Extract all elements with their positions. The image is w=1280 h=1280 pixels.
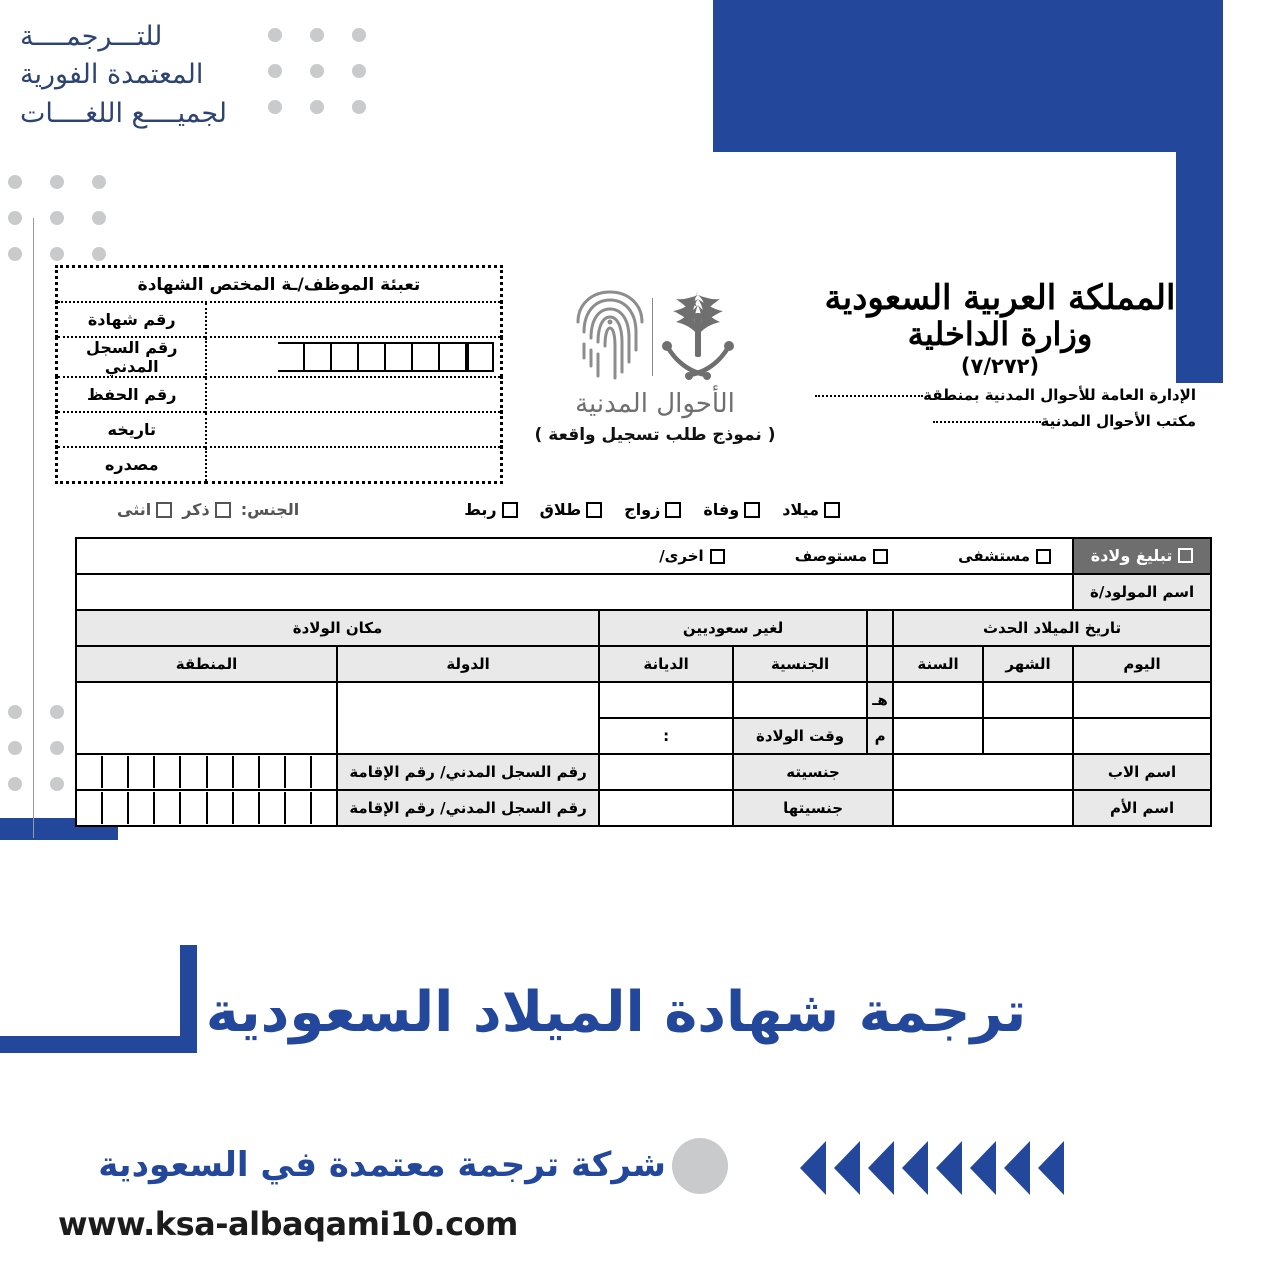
decorative-circle (672, 1138, 728, 1194)
fingerprint-icon (574, 288, 646, 386)
digit-box[interactable] (206, 756, 232, 788)
form-code: (٧/٢٧٢) (960, 353, 1040, 378)
group-header-birth-place: مكان الولادة (76, 610, 599, 646)
checkbox-icon[interactable] (710, 549, 725, 564)
father-id-label: رقم السجل المدني/ رقم الإقامة (337, 754, 599, 790)
footer-company-text: شركة ترجمة معتمدة في السعودية (98, 1145, 666, 1185)
directorate-line (790, 386, 1210, 404)
dot (8, 741, 22, 755)
checkbox-label: طلاق (539, 500, 582, 519)
footer-website-url[interactable]: www.ksa-albaqami10.com (58, 1205, 518, 1243)
chevron-decoration (800, 1141, 1064, 1195)
dot (8, 247, 22, 261)
mother-nationality-label: جنسيتها (733, 790, 893, 826)
officer-table-title: تعبئة الموظف/ـة المختص الشهادة (57, 267, 502, 303)
mother-nationality-value[interactable] (599, 790, 733, 826)
checkbox-icon[interactable] (586, 502, 602, 518)
birth-time-label: وقت الولادة (733, 718, 867, 754)
mother-name-value[interactable] (893, 790, 1073, 826)
table-row (57, 377, 502, 412)
dot (310, 64, 324, 78)
checkbox-label: زواج (624, 500, 661, 519)
tagline-line-3: لجميــــع اللغــــات (20, 97, 227, 129)
digit-box-group (77, 756, 336, 788)
gender-group (117, 500, 299, 519)
date-value[interactable] (206, 412, 501, 447)
digit-box[interactable] (127, 792, 153, 824)
chevron-left-icon (970, 1141, 996, 1195)
digit-box[interactable] (359, 342, 386, 372)
dot (8, 175, 22, 189)
dot (92, 247, 106, 261)
dot (310, 28, 324, 42)
tagline-line-2: المعتمدة الفورية (20, 59, 204, 91)
checkbox-icon[interactable] (744, 502, 760, 518)
chevron-left-icon (1038, 1141, 1064, 1195)
dot (310, 100, 324, 114)
year-value-gregorian[interactable] (893, 718, 983, 754)
logo-title: الأحوال المدنية (575, 389, 735, 419)
logo-marks (530, 287, 780, 387)
checkbox-icon[interactable] (665, 502, 681, 518)
checkbox-label: مستشفى (958, 547, 1031, 565)
table-row (76, 790, 1211, 826)
digit-box[interactable] (440, 342, 467, 372)
digit-box[interactable] (284, 792, 310, 824)
dot (8, 705, 22, 719)
digit-box[interactable] (258, 792, 284, 824)
calendar-marker-gregorian: م (867, 718, 893, 754)
officer-table (55, 265, 503, 484)
dot (92, 211, 106, 225)
calendar-marker-hijri: هـ (867, 682, 893, 718)
chevron-left-icon (1004, 1141, 1030, 1195)
digit-box-group (77, 792, 336, 824)
chevron-left-icon (868, 1141, 894, 1195)
civil-affairs-logo (530, 287, 780, 445)
digit-box[interactable] (179, 792, 205, 824)
birth-notice-checkbox[interactable] (1091, 546, 1194, 565)
office-label: مكتب الأحوال المدنية (1040, 411, 1196, 430)
certificate-number-label: رقم شهادة (57, 302, 207, 337)
religion-value[interactable] (599, 682, 733, 718)
father-nationality-value[interactable] (599, 754, 733, 790)
checkbox-item-birth[interactable] (782, 500, 840, 519)
digit-box[interactable] (232, 756, 258, 788)
chevron-left-icon (936, 1141, 962, 1195)
archive-number-value[interactable] (206, 377, 501, 412)
dot (352, 28, 366, 42)
birth-notice-header (1073, 538, 1211, 574)
vertical-rule (33, 218, 34, 838)
civil-id-label: رقم السجل المدني (57, 337, 207, 377)
checkbox-item-death[interactable] (703, 500, 760, 519)
checkbox-item-male[interactable] (182, 500, 230, 519)
dot-grid-top-right (268, 28, 366, 114)
civil-id-digit-boxes[interactable] (206, 337, 501, 377)
father-name-label: اسم الاب (1073, 754, 1211, 790)
checkbox-item-other[interactable] (659, 547, 725, 565)
gender-label: الجنس: (240, 500, 300, 519)
digit-box[interactable] (305, 342, 332, 372)
column-header-spacer (867, 646, 893, 682)
table-row (76, 538, 1211, 574)
month-value-hijri[interactable] (983, 682, 1073, 718)
mother-name-label: اسم الأم (1073, 790, 1211, 826)
chevron-left-icon (800, 1141, 826, 1195)
group-header-spacer (867, 610, 893, 646)
checkbox-icon[interactable] (156, 502, 172, 518)
digit-box[interactable] (232, 792, 258, 824)
checkbox-label: اخرى/ (659, 547, 704, 565)
blue-top-block (713, 0, 1223, 152)
logo-divider (652, 298, 653, 376)
certificate-number-value[interactable] (206, 302, 501, 337)
checkbox-item-marriage[interactable] (624, 500, 681, 519)
digit-box[interactable] (284, 756, 310, 788)
directorate-blank[interactable] (815, 395, 923, 397)
checkbox-label: ميلاد (782, 500, 819, 519)
kingdom-name: المملكة العربية السعودية (824, 278, 1176, 318)
source-label: مصدره (57, 447, 207, 483)
checkbox-icon[interactable] (873, 549, 888, 564)
column-header-religion: الديانة (599, 646, 733, 682)
table-row (76, 754, 1211, 790)
birth-notice-label: تبليغ ولادة (1090, 545, 1173, 565)
checkbox-label: انثى (117, 500, 152, 519)
source-value[interactable] (206, 447, 501, 483)
digit-box[interactable] (101, 792, 127, 824)
checkbox-icon[interactable] (502, 502, 518, 518)
brand-tagline (20, 18, 250, 133)
chevron-left-icon (902, 1141, 928, 1195)
checkbox-item-clinic[interactable] (795, 547, 888, 565)
digit-box[interactable] (332, 342, 359, 372)
group-header-non-saudi: لغير سعوديين (599, 610, 867, 646)
digit-box[interactable] (77, 756, 101, 788)
digit-box[interactable] (310, 756, 336, 788)
directorate-label: الإدارة العامة للأحوال المدنية بمنطقة (923, 385, 1196, 404)
ministry-name: وزارة الداخلية (907, 315, 1093, 354)
chevron-left-icon (834, 1141, 860, 1195)
dot (8, 211, 22, 225)
checkbox-label: مستوصف (794, 547, 868, 565)
digit-box[interactable] (258, 756, 284, 788)
dot (92, 175, 106, 189)
column-header-month: الشهر (983, 646, 1073, 682)
newborn-name-value[interactable] (76, 574, 1073, 610)
office-line (790, 412, 1210, 430)
dot (268, 64, 282, 78)
table-row (76, 682, 1211, 718)
checkbox-item-female[interactable] (117, 500, 172, 519)
checkbox-item-divorce[interactable] (540, 500, 603, 519)
checkbox-item-hospital[interactable] (958, 547, 1051, 565)
dot (352, 100, 366, 114)
digit-box[interactable] (101, 756, 127, 788)
day-value-gregorian[interactable] (1073, 718, 1211, 754)
digit-box-group (213, 342, 494, 372)
checkbox-label: وفاة (703, 500, 740, 519)
column-header-day: اليوم (1073, 646, 1211, 682)
digit-box[interactable] (153, 792, 179, 824)
checkbox-label: ذكر (182, 500, 210, 519)
table-row (57, 302, 502, 337)
mother-id-digit-boxes[interactable] (76, 790, 337, 826)
office-blank[interactable] (933, 421, 1041, 423)
father-name-value[interactable] (893, 754, 1073, 790)
checkbox-icon[interactable] (1178, 548, 1193, 563)
birth-registration-table (75, 537, 1212, 827)
dot (50, 211, 64, 225)
digit-box[interactable] (310, 792, 336, 824)
mother-id-label: رقم السجل المدني/ رقم الإقامة (337, 790, 599, 826)
nationality-value[interactable] (733, 682, 867, 718)
newborn-name-label: اسم المولود/ة (1073, 574, 1211, 610)
table-row (57, 447, 502, 483)
father-nationality-label: جنسيته (733, 754, 893, 790)
table-row (76, 646, 1211, 682)
digit-box[interactable] (386, 342, 413, 372)
digit-box[interactable] (179, 756, 205, 788)
ministry-header (790, 279, 1210, 430)
logo-subtitle: ( نموذج طلب تسجيل واقعة ) (534, 425, 776, 445)
digit-box[interactable] (467, 342, 494, 372)
column-header-nationality: الجنسية (733, 646, 867, 682)
table-row (76, 574, 1211, 610)
facility-checkbox-cell (76, 538, 1073, 574)
region-value[interactable] (76, 682, 337, 754)
table-row (57, 337, 502, 377)
event-type-row (75, 500, 1185, 530)
certificate-form-scan (55, 265, 1210, 865)
day-value-hijri[interactable] (1073, 682, 1211, 718)
digit-box[interactable] (127, 756, 153, 788)
checkbox-icon[interactable] (824, 502, 840, 518)
table-row (57, 267, 502, 303)
table-row (57, 412, 502, 447)
column-header-year: السنة (893, 646, 983, 682)
digit-box[interactable] (77, 792, 101, 824)
year-value-hijri[interactable] (893, 682, 983, 718)
page-title: ترجمة شهادة الميلاد السعودية (205, 980, 1027, 1045)
date-label: تاريخه (57, 412, 207, 447)
month-value-gregorian[interactable] (983, 718, 1073, 754)
digit-box[interactable] (206, 792, 232, 824)
country-value[interactable] (337, 682, 599, 754)
column-header-country: الدولة (337, 646, 599, 682)
checkbox-label: ربط (464, 500, 497, 519)
father-id-digit-boxes[interactable] (76, 754, 337, 790)
dot (352, 64, 366, 78)
digit-box[interactable] (153, 756, 179, 788)
archive-number-label: رقم الحفظ (57, 377, 207, 412)
dot (50, 175, 64, 189)
dot-grid-left-upper (8, 175, 106, 261)
dot (50, 247, 64, 261)
digit-box[interactable] (413, 342, 440, 372)
dot (268, 100, 282, 114)
event-checkbox-group (464, 500, 840, 519)
digit-box[interactable] (278, 342, 305, 372)
checkbox-icon[interactable] (1036, 549, 1051, 564)
checkbox-item-link[interactable] (464, 500, 517, 519)
saudi-emblem-icon (659, 289, 737, 385)
column-header-region: المنطقة (76, 646, 337, 682)
birth-time-value[interactable]: : (599, 718, 733, 754)
dot (8, 777, 22, 791)
dot (268, 28, 282, 42)
tagline-line-1: للتـــرجمــــة (20, 21, 163, 52)
group-header-birth-date: تاريخ الميلاد الحدث (893, 610, 1211, 646)
checkbox-icon[interactable] (215, 502, 231, 518)
table-row (76, 610, 1211, 646)
